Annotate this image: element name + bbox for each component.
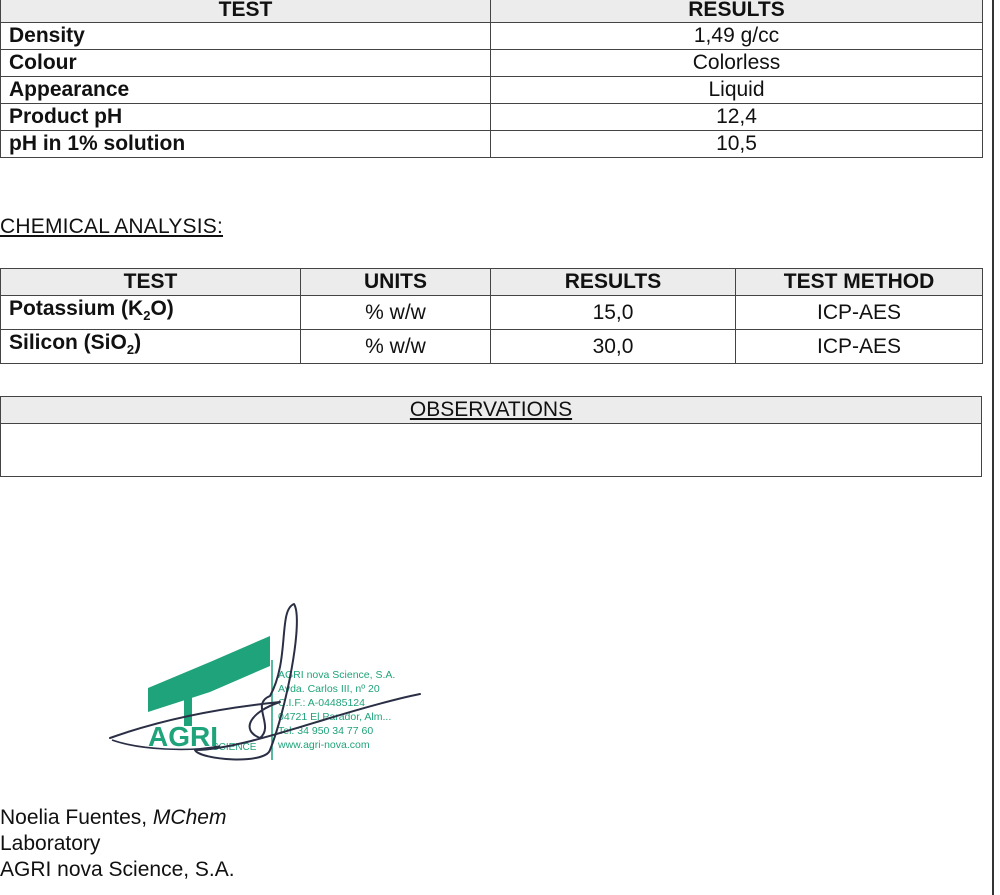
test-method: ICP-AES	[736, 296, 983, 330]
table-row	[1, 77, 983, 104]
test-name	[1, 330, 301, 364]
column-header-units: UNITS	[301, 269, 491, 296]
test-result: 12,4	[491, 104, 983, 131]
signer-name: Noelia Fuentes,	[0, 806, 153, 829]
properties-table	[0, 0, 983, 158]
test-name-text: O)	[150, 297, 174, 320]
signer-title: MChem	[152, 806, 227, 829]
test-name	[1, 296, 301, 330]
test-result: 30,0	[491, 330, 736, 364]
observations-body	[1, 424, 982, 477]
test-name-subscript: 2	[126, 342, 135, 358]
test-method: ICP-AES	[736, 330, 983, 364]
chemical-analysis-title: CHEMICAL ANALYSIS:	[0, 215, 224, 238]
table-row	[1, 296, 983, 330]
stamp-line: AGRI nova Science, S.A.	[278, 669, 396, 681]
page-edge-line	[992, 0, 994, 895]
table-row	[1, 330, 983, 364]
table-header-row	[1, 0, 983, 23]
table-row	[1, 23, 983, 50]
signature-stroke	[110, 604, 420, 759]
observations-box	[0, 396, 982, 477]
stamp-logo-text: AGRI	[148, 721, 218, 752]
chemical-analysis-table	[0, 268, 983, 364]
table-header-row	[1, 269, 983, 296]
table-row	[1, 50, 983, 77]
stamp-line: www.agri-nova.com	[278, 739, 370, 751]
column-header-results: RESULTS	[491, 0, 983, 23]
test-result: Colorless	[491, 50, 983, 77]
column-header-test: TEST	[1, 0, 491, 23]
test-name: Product pH	[1, 104, 491, 131]
test-name: Density	[1, 23, 491, 50]
test-name-text: )	[134, 331, 142, 355]
test-name: pH in 1% solution	[1, 131, 491, 158]
observations-header: OBSERVATIONS	[1, 397, 982, 424]
signer-department: Laboratory	[0, 832, 101, 855]
stamp-line: Tel. 34 950 34 77 60	[278, 725, 374, 737]
test-name-subscript: 2	[143, 308, 151, 324]
handwritten-signature	[100, 600, 440, 770]
test-units: % w/w	[301, 296, 491, 330]
test-name-text: Potassium (K	[9, 297, 144, 320]
signer-company: AGRI nova Science, S.A.	[0, 858, 235, 881]
test-result: 10,5	[491, 131, 983, 158]
test-units: % w/w	[301, 330, 491, 364]
stamp-line: Avda. Carlos III, nº 20	[278, 683, 380, 695]
test-name: Appearance	[1, 77, 491, 104]
test-name: Colour	[1, 50, 491, 77]
column-header-test: TEST	[1, 269, 301, 296]
stamp-logo-sub: SCIENCE	[212, 742, 257, 753]
column-header-test-method: TEST METHOD	[736, 269, 983, 296]
table-row	[1, 131, 983, 158]
signature-underline	[112, 740, 220, 749]
column-header-results: RESULTS	[491, 269, 736, 296]
signer-block	[0, 805, 235, 883]
test-result: 15,0	[491, 296, 736, 330]
signer-name-line	[0, 805, 235, 831]
table-row	[1, 104, 983, 131]
test-result: 1,49 g/cc	[491, 23, 983, 50]
test-result: Liquid	[491, 77, 983, 104]
stamp-line: 04721 El Parador, Alm...	[278, 711, 392, 723]
test-name-text: Silicon (SiO	[9, 331, 127, 355]
stamp-line: C.I.F.: A-04485124	[278, 697, 365, 709]
